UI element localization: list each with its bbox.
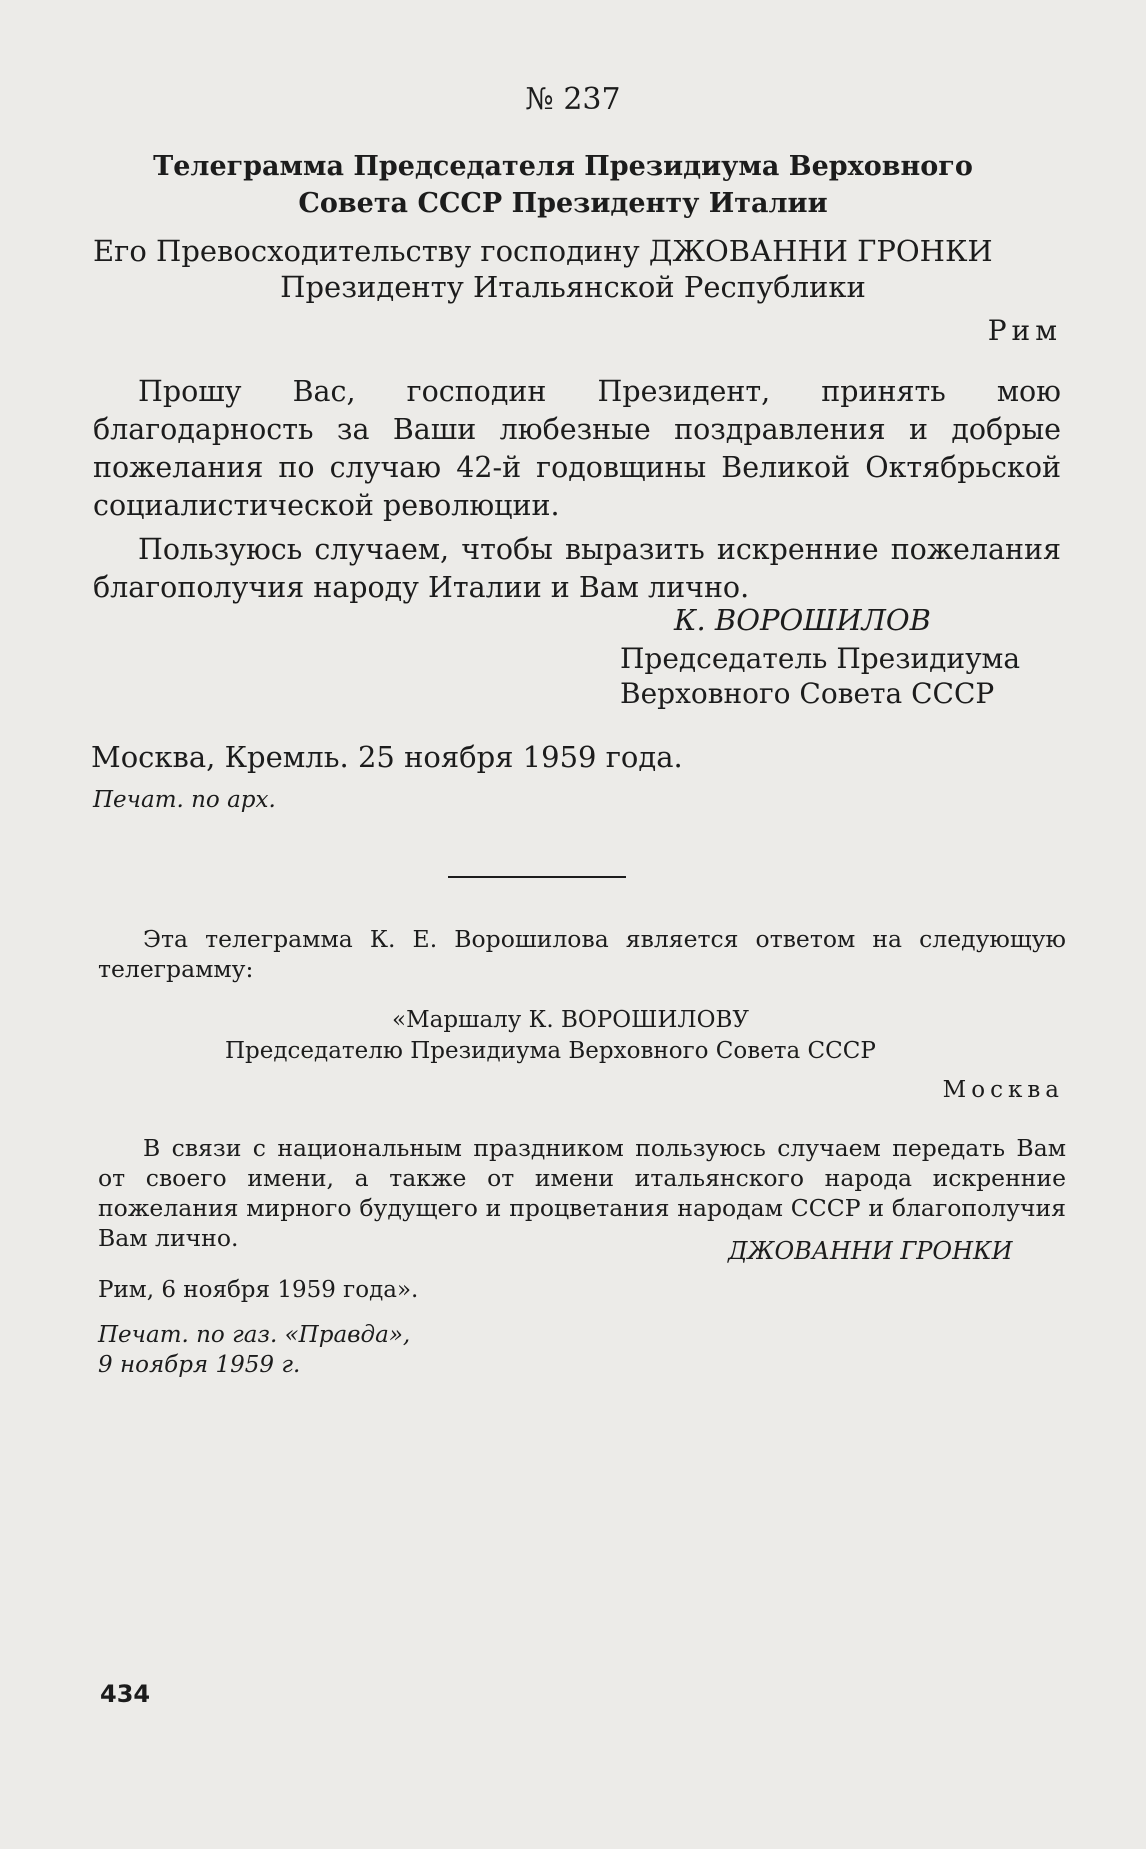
note-signature: ДЖОВАННИ ГРОНКИ xyxy=(728,1237,1013,1265)
note-city: Москва xyxy=(942,1077,1064,1103)
note-address-line-1: «Маршалу К. ВОРОШИЛОВУ xyxy=(392,1007,749,1033)
section-divider xyxy=(448,876,626,878)
paragraph-1: Прошу Вас, господин Президент, принять мою благодарность за Ваши любезные поздравления и добрые пожелания по случаю 42-й годовщины Великой Октябрьской социалистической революции. xyxy=(93,375,1061,522)
body-text xyxy=(93,373,1061,607)
note-body xyxy=(98,1133,1066,1253)
heading-line-1: Телеграмма Председателя Президиума Верховного xyxy=(153,151,973,182)
note-source-line-2: 9 ноября 1959 г. xyxy=(98,1352,301,1378)
note-source-line-1: Печат. по газ. «Правда», xyxy=(98,1322,411,1348)
note-address-line-2: Председателю Президиума Верховного Совета СССР xyxy=(225,1038,876,1064)
address-line-2: Президенту Итальянской Республики xyxy=(280,270,866,304)
signature-name: К. ВОРОШИЛОВ xyxy=(674,603,931,637)
paragraph-2: Пользуюсь случаем, чтобы выразить искренние пожелания благополучия народу Италии и Вам лично. xyxy=(93,533,1061,604)
note-intro xyxy=(98,924,1066,984)
place-date: Москва, Кремль. 25 ноября 1959 года. xyxy=(91,740,683,774)
signature-title-1: Председатель Президиума xyxy=(620,642,1021,675)
note-intro-text: Эта телеграмма К. Е. Ворошилова является ответом на следующую телеграмму: xyxy=(98,925,1066,983)
heading-line-2: Совета СССР Президенту Италии xyxy=(298,188,828,219)
page-number: 434 xyxy=(100,1680,151,1708)
note-place-date: Рим, 6 ноября 1959 года». xyxy=(98,1277,419,1303)
source-note: Печат. по арх. xyxy=(93,787,276,813)
address-city: Рим xyxy=(987,314,1062,347)
note-body-text: В связи с национальным праздником пользуюсь случаем передать Вам от своего имени, а также от имени итальянского народа искренние пожелания мирного будущего и процветания народам СССР и благополучия Вам лично. xyxy=(98,1134,1066,1252)
address-line-1: Его Превосходительству господину ДЖОВАННИ ГРОНКИ xyxy=(93,234,993,268)
signature-title-2: Верховного Совета СССР xyxy=(620,677,995,710)
document-number: № 237 xyxy=(525,82,621,117)
